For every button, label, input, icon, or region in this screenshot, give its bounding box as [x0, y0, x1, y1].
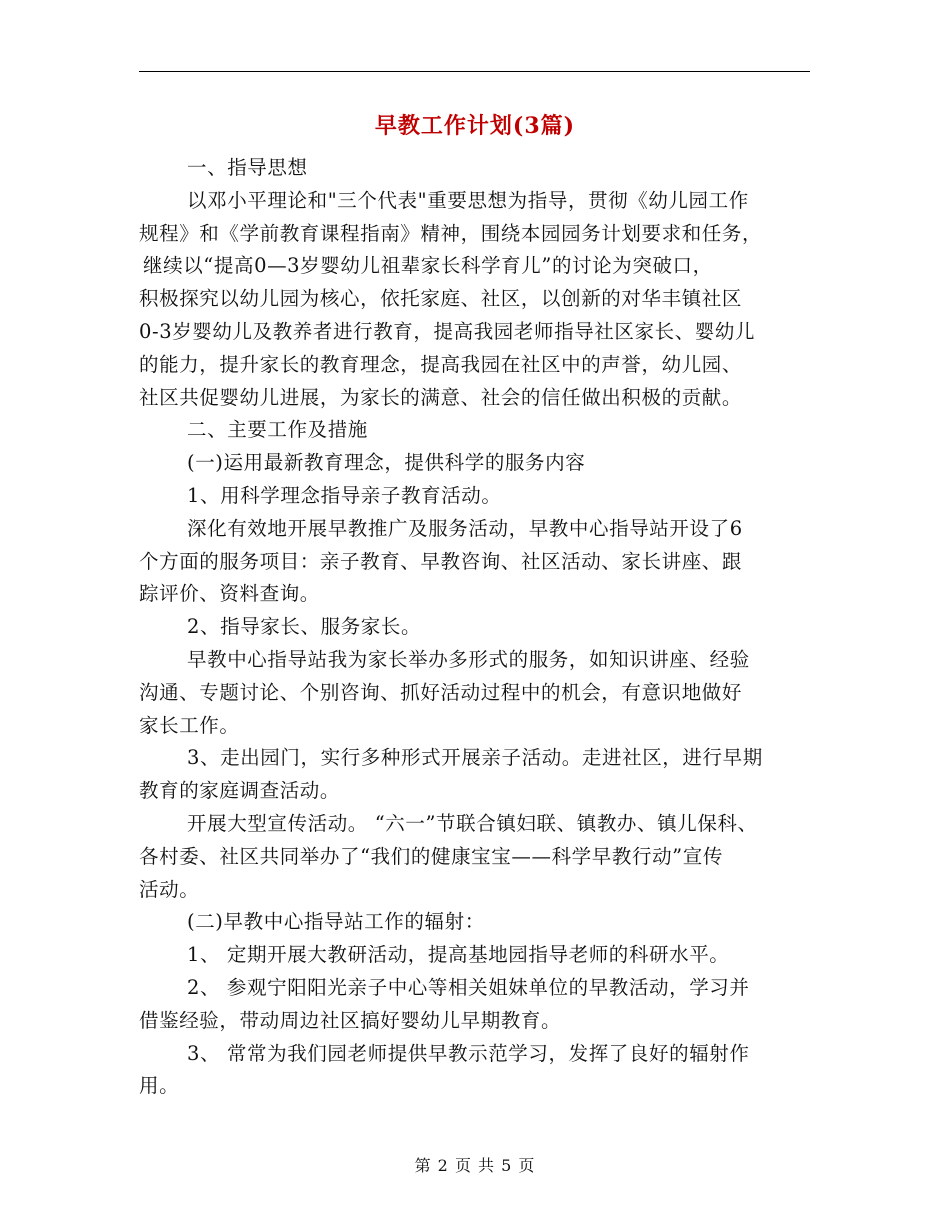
text-line: 社区共促婴幼儿进展，为家长的满意、社会的信任做出积极的贡献。	[139, 385, 743, 409]
text-line: 二、主要工作及措施	[187, 418, 368, 442]
text-line: 踪评价、资料查询。	[139, 582, 320, 606]
text-line: 3、走出园门，实行多种形式开展亲子活动。走进社区，进行早期	[187, 746, 763, 770]
text-line: 3、 常常为我们园老师提供早教示范学习，发挥了良好的辐射作	[187, 1041, 750, 1065]
text-line: 0-3岁婴幼儿及教养者进行教育，提高我园老师指导社区家长、婴幼儿	[139, 319, 756, 343]
text-line: 用。	[139, 1074, 180, 1098]
text-line: 的能力，提升家长的教育理念，提高我园在社区中的声誉，幼儿园、	[139, 352, 743, 376]
text-line: 1、用科学理念指导亲子教育活动。	[187, 483, 502, 507]
text-line: 开展大型宣传活动。 “六一”节联合镇妇联、镇教办、镇儿保科、	[187, 811, 758, 835]
document-title: 早教工作计划(3篇)	[374, 113, 576, 139]
text-line: 2、指导家长、服务家长。	[187, 615, 422, 639]
text-line: 早教中心指导站我为家长举办多形式的服务，如知识讲座、经验	[187, 647, 750, 671]
text-line: 活动。	[139, 877, 200, 901]
document-body	[139, 152, 829, 1103]
page-footer: 第 2 页 共 5 页	[414, 1156, 536, 1175]
text-line: (一)运用最新教育理念，提供科学的服务内容	[187, 451, 586, 475]
text-line: 一、指导思想	[187, 156, 308, 179]
text-line: 规程》和《学前教育课程指南》精神，围绕本园园务计划要求和任务，	[139, 221, 763, 245]
text-line: 以邓小平理论和"三个代表"重要思想为指导，贯彻《幼儿园工作	[187, 188, 749, 212]
text-line: (二)早教中心指导站工作的辐射：	[187, 910, 485, 934]
text-line: 2、 参观宁阳阳光亲子中心等相关姐妹单位的早教活动，学习并	[187, 975, 750, 999]
text-line: 深化有效地开展早教推广及服务活动，早教中心指导站开设了6	[187, 516, 743, 540]
text-line: 积极探究以幼儿园为核心，依托家庭、社区，以创新的对华丰镇社区	[139, 287, 743, 311]
text-line: 教育的家庭调查活动。	[139, 779, 341, 803]
text-line: 继续以“提高0—3岁婴幼儿祖辈家长科学育儿”的讨论为突破口，	[143, 254, 713, 278]
header-rule	[139, 71, 810, 72]
text-line: 各村委、社区共同举办了“我们的健康宝宝——科学早教行动”宣传	[139, 844, 723, 868]
text-line: 借鉴经验，带动周边社区搞好婴幼儿早期教育。	[139, 1008, 562, 1032]
text-line: 个方面的服务项目：亲子教育、早教咨询、社区活动、家长讲座、跟	[139, 549, 743, 573]
text-line: 沟通、专题讨论、个别咨询、抓好活动过程中的机会，有意识地做好	[139, 680, 743, 704]
text-line: 家长工作。	[139, 713, 240, 737]
text-line: 1、 定期开展大教研活动，提高基地园指导老师的科研水平。	[187, 943, 730, 967]
